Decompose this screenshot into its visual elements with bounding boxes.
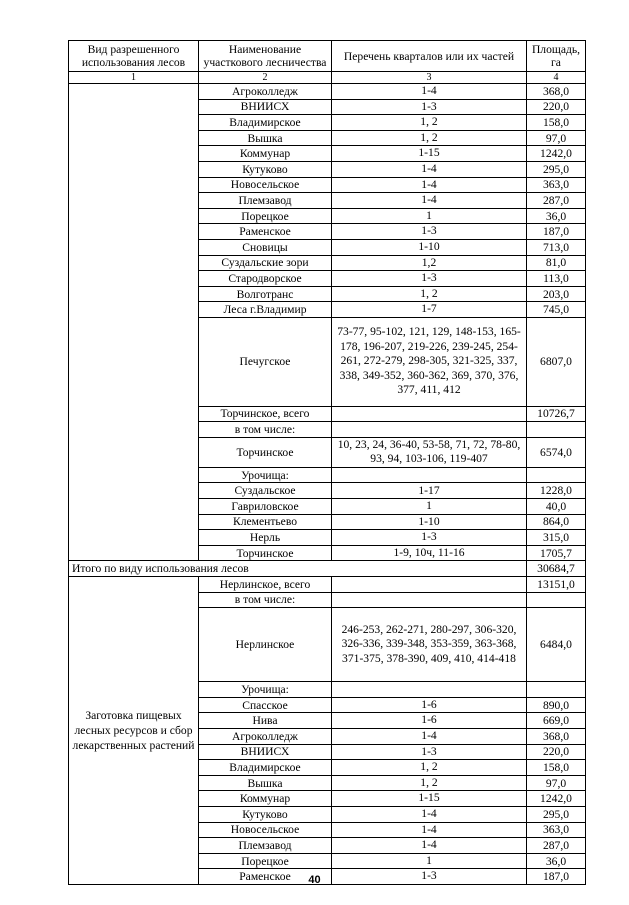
district-name: Урочища: (199, 682, 332, 698)
quarters-list: 10, 23, 24, 36-40, 53-58, 71, 72, 78-80, 93, 94, 103-106, 119-407 (332, 437, 527, 467)
area-value: 368,0 (527, 84, 586, 100)
district-name: Торчинское, всего (199, 406, 332, 422)
quarters-list: 1, 2 (332, 130, 527, 146)
column-number: 1 (69, 72, 199, 84)
district-name: Агроколледж (199, 729, 332, 745)
quarters-list: 1-3 (332, 99, 527, 115)
district-name: Вышка (199, 775, 332, 791)
district-name: Суздальское (199, 483, 332, 499)
area-value (527, 682, 586, 698)
header-use-type: Вид разрешенного использования лесов (69, 41, 199, 72)
district-name: Порецкое (199, 853, 332, 869)
column-number: 4 (527, 72, 586, 84)
quarters-list: 1 (332, 208, 527, 224)
quarters-list: 1-6 (332, 713, 527, 729)
area-value: 97,0 (527, 130, 586, 146)
district-name: Агроколледж (199, 84, 332, 100)
area-value: 1705,7 (527, 545, 586, 561)
quarters-list: 1 (332, 853, 527, 869)
area-value: 13151,0 (527, 577, 586, 593)
table-body (69, 84, 586, 885)
quarters-list: 1-6 (332, 697, 527, 713)
column-number: 3 (332, 72, 527, 84)
district-name: Раменское (199, 224, 332, 240)
header-district-name: Наименование участкового лесничества (199, 41, 332, 72)
area-value: 287,0 (527, 838, 586, 854)
district-name: Нерль (199, 530, 332, 546)
table-row (69, 577, 586, 593)
quarters-list: 1-4 (332, 193, 527, 209)
quarters-list: 1-3 (332, 530, 527, 546)
area-value (527, 422, 586, 438)
district-name: Новосельское (199, 177, 332, 193)
total-area: 30684,7 (527, 561, 586, 577)
forest-use-table (68, 40, 586, 885)
area-value: 669,0 (527, 713, 586, 729)
district-name: Владимирское (199, 760, 332, 776)
column-number: 2 (199, 72, 332, 84)
quarters-list: 1-15 (332, 791, 527, 807)
quarters-list (332, 592, 527, 608)
area-value: 890,0 (527, 697, 586, 713)
area-value: 864,0 (527, 514, 586, 530)
area-value: 158,0 (527, 760, 586, 776)
quarters-list (332, 577, 527, 593)
district-name: Волготранс (199, 286, 332, 302)
header-quarters-list: Перечень кварталов или их частей (332, 41, 527, 72)
district-name: Печугское (199, 317, 332, 406)
total-label: Итого по виду использования лесов (69, 561, 527, 577)
district-name: Леса г.Владимир (199, 302, 332, 318)
group1-use-type (69, 84, 199, 561)
quarters-list: 1-3 (332, 744, 527, 760)
district-name: Торчинское (199, 545, 332, 561)
header-area: Площадь, га (527, 41, 586, 72)
quarters-list: 1, 2 (332, 760, 527, 776)
district-name: в том числе: (199, 422, 332, 438)
quarters-list: 1-4 (332, 177, 527, 193)
quarters-list: 1, 2 (332, 775, 527, 791)
quarters-list: 1-4 (332, 838, 527, 854)
district-name: Торчинское (199, 437, 332, 467)
quarters-list: 1, 2 (332, 286, 527, 302)
area-value: 113,0 (527, 271, 586, 287)
district-name: Суздальские зори (199, 255, 332, 271)
area-value: 1242,0 (527, 146, 586, 162)
area-value: 745,0 (527, 302, 586, 318)
area-value: 187,0 (527, 869, 586, 885)
area-value: 363,0 (527, 177, 586, 193)
district-name: Нерлинское, всего (199, 577, 332, 593)
quarters-list: 1-10 (332, 514, 527, 530)
area-value: 315,0 (527, 530, 586, 546)
area-value: 220,0 (527, 744, 586, 760)
area-value: 1242,0 (527, 791, 586, 807)
district-name: Нерлинское (199, 608, 332, 682)
district-name: Владимирское (199, 115, 332, 131)
quarters-list: 1-9, 10ч, 11-16 (332, 545, 527, 561)
district-name: в том числе: (199, 592, 332, 608)
quarters-list: 1-3 (332, 224, 527, 240)
district-name: Стародворское (199, 271, 332, 287)
quarters-list (332, 467, 527, 483)
area-value: 81,0 (527, 255, 586, 271)
area-value: 36,0 (527, 853, 586, 869)
area-value: 36,0 (527, 208, 586, 224)
area-value: 295,0 (527, 806, 586, 822)
quarters-list: 1-4 (332, 806, 527, 822)
quarters-list: 1-7 (332, 302, 527, 318)
district-name: Племзавод (199, 838, 332, 854)
district-name: Кутуково (199, 806, 332, 822)
quarters-list: 1-4 (332, 729, 527, 745)
area-value (527, 592, 586, 608)
quarters-list: 1-15 (332, 146, 527, 162)
quarters-list: 1-4 (332, 822, 527, 838)
quarters-list: 73-77, 95-102, 121, 129, 148-153, 165-178, 196-207, 219-226, 239-245, 254-261, 272-279, 298-305, 321-325, 337, 338, 349-352, 360-362, 369, 370, 376, 377, 411, 412 (332, 317, 527, 406)
district-name: Спасское (199, 697, 332, 713)
district-name: Нива (199, 713, 332, 729)
quarters-list: 1 (332, 499, 527, 515)
area-value: 10726,7 (527, 406, 586, 422)
quarters-list: 246-253, 262-271, 280-297, 306-320, 326-336, 339-348, 353-359, 363-368, 371-375, 378-390, 409, 410, 414-418 (332, 608, 527, 682)
area-value: 203,0 (527, 286, 586, 302)
area-value: 158,0 (527, 115, 586, 131)
district-name: Порецкое (199, 208, 332, 224)
district-name: Вышка (199, 130, 332, 146)
district-name: Сновицы (199, 239, 332, 255)
quarters-list (332, 406, 527, 422)
area-value: 363,0 (527, 822, 586, 838)
quarters-list: 1-4 (332, 161, 527, 177)
district-name: ВНИИСХ (199, 744, 332, 760)
quarters-list: 1,2 (332, 255, 527, 271)
quarters-list: 1-3 (332, 271, 527, 287)
area-value: 368,0 (527, 729, 586, 745)
area-value: 713,0 (527, 239, 586, 255)
district-name: Коммунар (199, 146, 332, 162)
group2-use-type: Заготовка пищевых лесных ресурсов и сбор лекарственных растений (69, 577, 199, 885)
district-name: Племзавод (199, 193, 332, 209)
quarters-list: 1-10 (332, 239, 527, 255)
district-name: ВНИИСХ (199, 99, 332, 115)
district-name: Коммунар (199, 791, 332, 807)
column-number-row (69, 72, 586, 84)
area-value: 1228,0 (527, 483, 586, 499)
quarters-list: 1-17 (332, 483, 527, 499)
total-row (69, 561, 586, 577)
header-row (69, 41, 586, 72)
area-value: 6574,0 (527, 437, 586, 467)
area-value: 220,0 (527, 99, 586, 115)
district-name: Клементьево (199, 514, 332, 530)
district-name: Новосельское (199, 822, 332, 838)
quarters-list: 1-4 (332, 84, 527, 100)
district-name: Кутуково (199, 161, 332, 177)
area-value: 287,0 (527, 193, 586, 209)
area-value: 6807,0 (527, 317, 586, 406)
quarters-list: 1-3 (332, 869, 527, 885)
district-name: Раменское (199, 869, 332, 885)
area-value: 295,0 (527, 161, 586, 177)
quarters-list: 1, 2 (332, 115, 527, 131)
quarters-list (332, 422, 527, 438)
page-number: 40 (308, 874, 321, 886)
district-name: Гавриловское (199, 499, 332, 515)
area-value: 187,0 (527, 224, 586, 240)
table-row (69, 84, 586, 100)
area-value: 97,0 (527, 775, 586, 791)
area-value (527, 467, 586, 483)
quarters-list (332, 682, 527, 698)
district-name: Урочища: (199, 467, 332, 483)
area-value: 6484,0 (527, 608, 586, 682)
area-value: 40,0 (527, 499, 586, 515)
